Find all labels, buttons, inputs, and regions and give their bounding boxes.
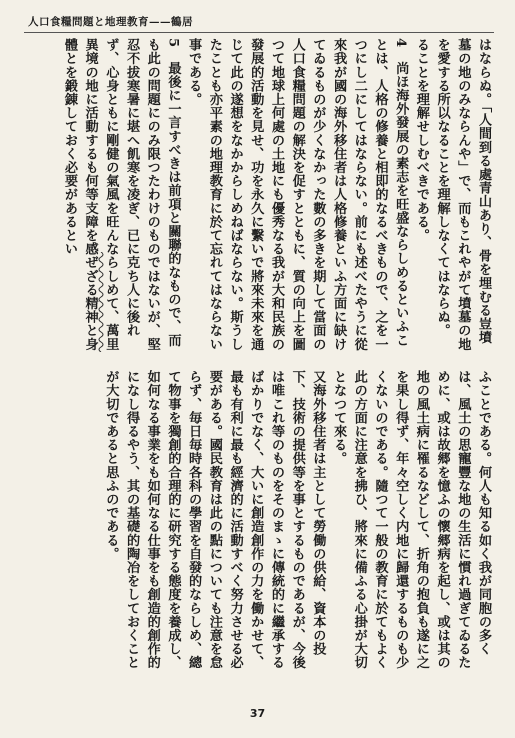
header-rule [24,32,494,33]
lower-text-column [37,370,493,682]
paragraph: はならぬ。「人間到る處青山あり、骨を埋むる豈墳墓の地のみならんや」で、而もこれやがて墳墓の地を愛する所以なることを理解しなくてはならぬ。 [434,38,491,351]
paragraph: 4 尚ほ海外發展の素志を旺盛ならしめるといふことは、人格の修養と相即的なるべきもので、之を一つにし二にしてはならない。前にも述べたやうに從來我が國の海外移住者は人格修養といふ方面に缺けてゐるものが少くなかった數の多きを期して當面の人口食糧問題の解決を促すとともに、質の向上を圖つて地球上何處の土地にも優秀なる我が大和民族の發展的活動を見せ、功を永久に繫いで將來未來を通じて此の遂想をなかからしめねばならない。斯うしたことも亦平素の地理教育に於て忘れてはならない事である。 [186,38,409,351]
paragraph: 又海外移住者は主として勞働の供給、資本の投下、技術の提供等を事とするものであるが、今後は唯これ等のものをそのまゝに傳統的に繼承するばかりでなく、大いに創造創作の力を働かせて、最も有利に最も經濟的に活動すべく努力させる必要がある。國民教育は此の點についても注意を怠らず、毎日毎時各科の學習を自發的ならしめ、總て物事を獨創的合理的に研究する態度を養成し、如何なる事業をも如何なる仕事をも創造的創作的になし得るやう、其の基礎的陶冶をしておくことが大切であると思ふのである。 [103,370,326,670]
paragraph: ることを理解せしむべきである。 [413,38,429,242]
paragraph: ふことである。何人も知る如く我が同胞の多くは、風土の思寵豐な地の生活に慣れ過ぎてゐるために、或は故郷を憶ふの懷郷病を起し、或は其の地の風土病に罹るなどして、折角の抱負も遂に之を果し得ず、年々空しく内地に歸還するものも少くないのである。隨つて一般の教育に於てもよく此の方面に注意を拂ひ、將來に備ふる心掛が大切となつて來る。 [331,370,491,670]
page-number: 37 [249,707,266,720]
wavy-line-ornament [96,252,106,352]
paragraph: 5 最後に一言すべきは前項と關聯的なもので、而も此の問題にのみ限つたわけのものではないが、堅忍不拔寒暑に堪へ飢寒を凌ぎ、已に克ち人に後れず、心身ともに剛健の氣風を旺んならしめて、萬里異境の地に活動するも何等支障を感ぜざる精神と身體とを鍛錬しておく必要があるとい [61,38,181,351]
running-header: 人口食糧問題と地理教育——鶴居 [28,16,193,28]
